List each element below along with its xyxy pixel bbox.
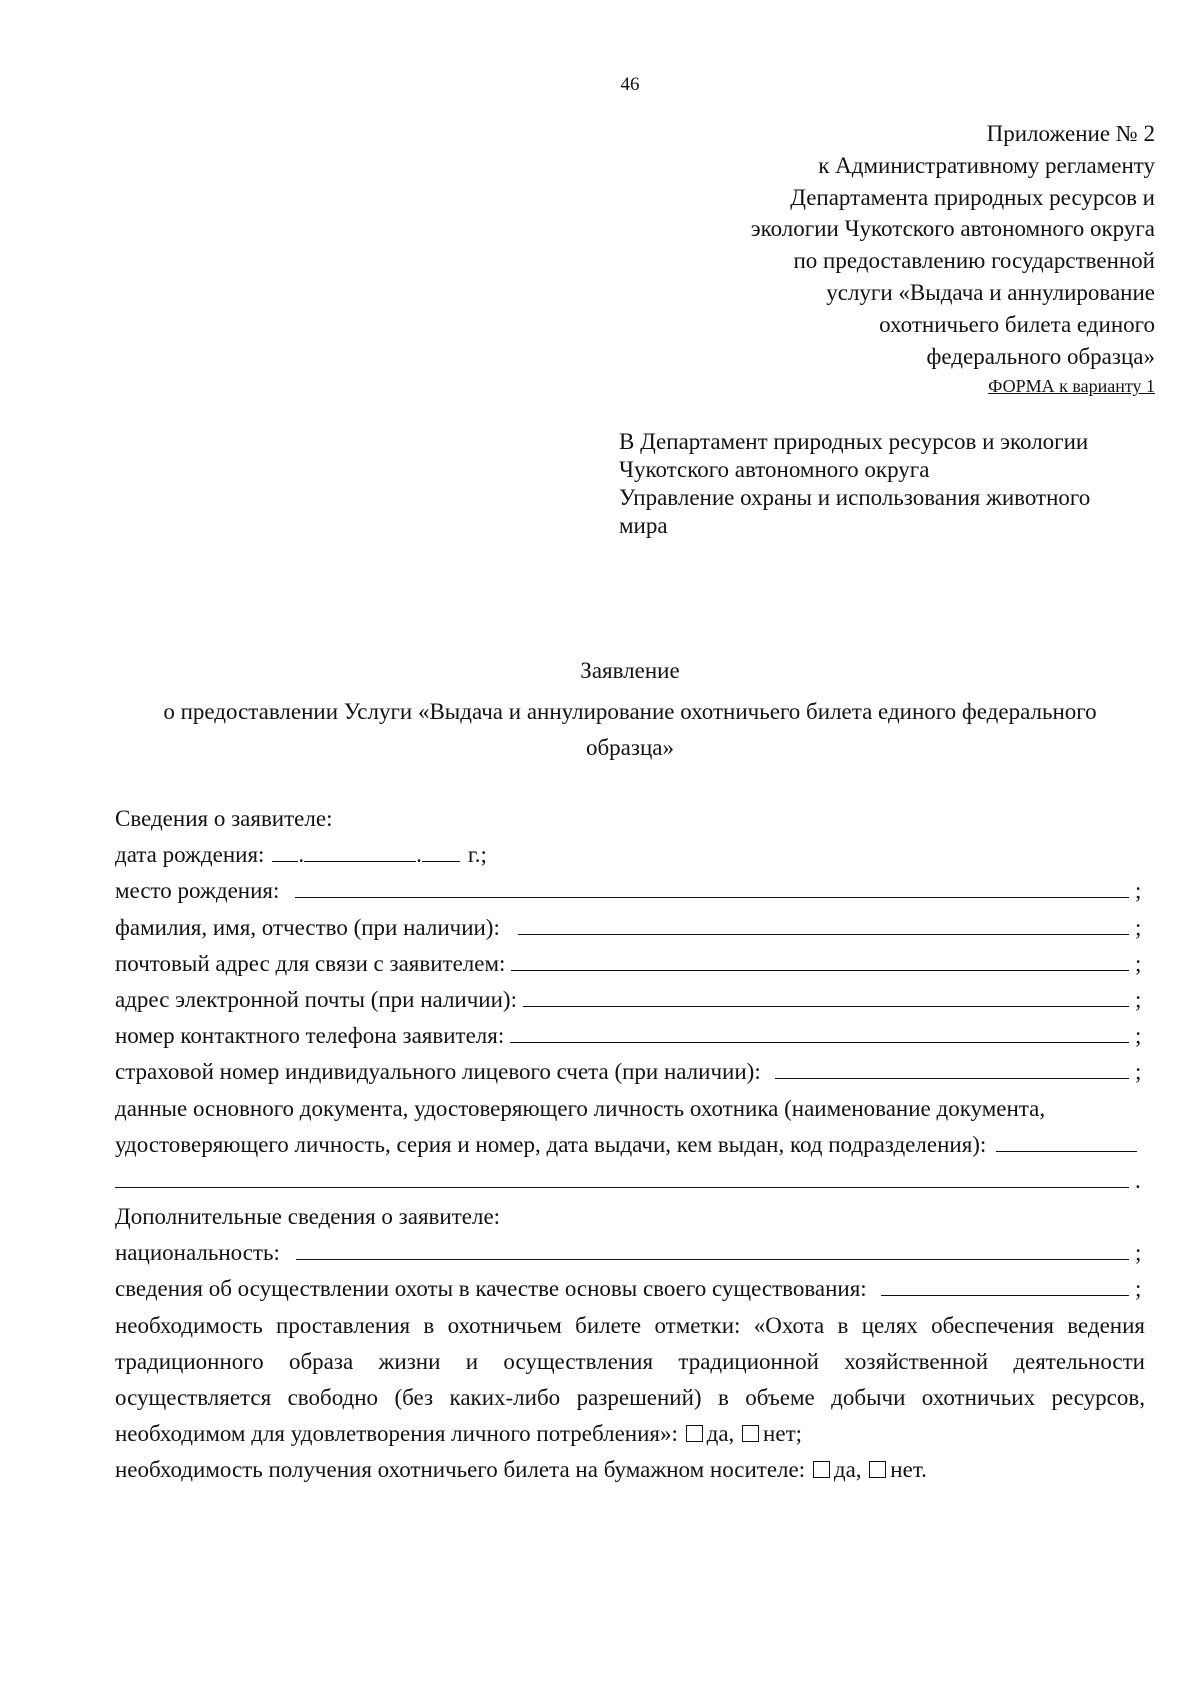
postal-address-label: почтовый адрес для связи с заявителем: [115, 950, 506, 976]
paper-no-label: нет. [890, 1457, 927, 1483]
hunting-basis-label: сведения об осуществлении охоты в качестве основы своего существования: [115, 1276, 867, 1302]
id-document-row-1 [115, 1091, 1145, 1127]
addressee-line: Чукотского автономного округа [619, 457, 930, 482]
appendix-line: по предоставлению государственной [793, 248, 1155, 274]
postal-address-field[interactable] [511, 946, 1129, 971]
email-field[interactable] [523, 982, 1129, 1007]
birth-date-row: дата рождения: . . г.; [115, 837, 1145, 873]
paper-ticket-text: необходимость получения охотничьего билета на бумажном носителе: [115, 1457, 806, 1483]
full-name-row: фамилия, имя, отчество (при наличии): ; [115, 910, 1145, 946]
addressee-line: мира [619, 513, 668, 538]
addressee-line: В Департамент природных ресурсов и экологии [619, 429, 1089, 454]
phone-label: номер контактного телефона заявителя: [115, 1023, 505, 1049]
full-name-label: фамилия, имя, отчество (при наличии): [115, 914, 500, 940]
appendix-line: Приложение № 2 [986, 121, 1155, 146]
phone-row: номер контактного телефона заявителя: ; [115, 1018, 1145, 1054]
applicant-heading: Сведения о заявителе: [115, 806, 333, 831]
id-document-row-2 [115, 1127, 1145, 1163]
paper-no-checkbox[interactable] [869, 1461, 886, 1478]
full-name-field[interactable] [518, 910, 1129, 935]
nationality-label: национальность: [115, 1240, 280, 1266]
snils-row: страховой номер индивидуального лицевого счета (при наличии): ; [115, 1054, 1145, 1090]
birth-date-label: дата рождения: [115, 842, 265, 868]
addressee-block [619, 428, 1139, 540]
birth-day-field[interactable] [272, 839, 298, 862]
hunting-basis-row: сведения об осуществлении охоты в качестве основы своего существования: ; [115, 1271, 1145, 1307]
paper-ticket-paragraph [115, 1452, 1145, 1488]
birth-year-field[interactable] [422, 839, 460, 862]
appendix-block [595, 118, 1155, 372]
id-document-label-1: данные основного документа, удостоверяющего личность охотника (наименование документа, [115, 1095, 1046, 1121]
appendix-line: федерального образца» [926, 343, 1155, 369]
appendix-line: Департамента природных ресурсов и [790, 184, 1155, 210]
email-row: адрес электронной почты (при наличии): ; [115, 982, 1145, 1018]
appendix-line: охотничьего билета единого [879, 311, 1155, 337]
mark-no-label: нет; [763, 1421, 803, 1447]
email-label: адрес электронной почты (при наличии): [115, 986, 517, 1012]
birth-date-suffix: г.; [467, 842, 487, 868]
page-number: 46 [620, 74, 640, 95]
id-document-row-3: . [115, 1163, 1145, 1199]
appendix-line: экологии Чукотского автономного округа [750, 216, 1155, 242]
hunting-basis-field[interactable] [881, 1271, 1129, 1296]
paper-yes-checkbox[interactable] [813, 1461, 830, 1478]
hunting-mark-text: необходимость проставления в охотничьем билете отметки: «Охота в целях обеспечения ведения традиционного образа жизни и осуществления традиционной хозяйственной деятельности осуществляется свободно (без каких-либо разрешений) в объеме добычи охотничьих ресурсов, необходимом для удовлетворения личного потребления»: [115, 1312, 1145, 1447]
snils-field[interactable] [775, 1054, 1129, 1079]
birth-place-row: место рождения: ; [115, 873, 1145, 909]
id-document-field[interactable] [996, 1127, 1137, 1152]
document-subtitle: о предоставлении Услуги «Выдача и аннулирование охотничьего билета единого федерального образца» [163, 699, 1097, 760]
application-form [115, 801, 1145, 1489]
nationality-row: национальность: ; [115, 1235, 1145, 1271]
paper-yes-label: да, [833, 1457, 862, 1483]
appendix-line: услуги «Выдача и аннулирование [826, 279, 1155, 305]
birth-place-label: место рождения: [115, 878, 280, 904]
id-document-field-continued[interactable] [115, 1163, 1129, 1188]
snils-label: страховой номер индивидуального лицевого счета (при наличии): [115, 1059, 761, 1085]
nationality-field[interactable] [296, 1235, 1129, 1260]
id-document-label-2: удостоверяющего личность, серия и номер, дата выдачи, кем выдан, код подразделения): [115, 1131, 987, 1157]
phone-field[interactable] [510, 1018, 1129, 1043]
birth-month-field[interactable] [304, 839, 416, 862]
postal-address-row: почтовый адрес для связи с заявителем: ; [115, 946, 1145, 982]
additional-heading: Дополнительные сведения о заявителе: [115, 1204, 501, 1230]
mark-yes-checkbox[interactable] [686, 1425, 703, 1442]
birth-place-field[interactable] [295, 873, 1129, 898]
document-title: Заявление [580, 658, 680, 683]
mark-no-checkbox[interactable] [742, 1425, 759, 1442]
hunting-mark-paragraph [115, 1308, 1145, 1453]
mark-yes-label: да, [706, 1421, 735, 1447]
appendix-line: к Административному регламенту [818, 152, 1155, 178]
form-variant-label: ФОРМА к варианту 1 [988, 376, 1155, 396]
addressee-line: Управление охраны и использования животного [619, 485, 1091, 510]
